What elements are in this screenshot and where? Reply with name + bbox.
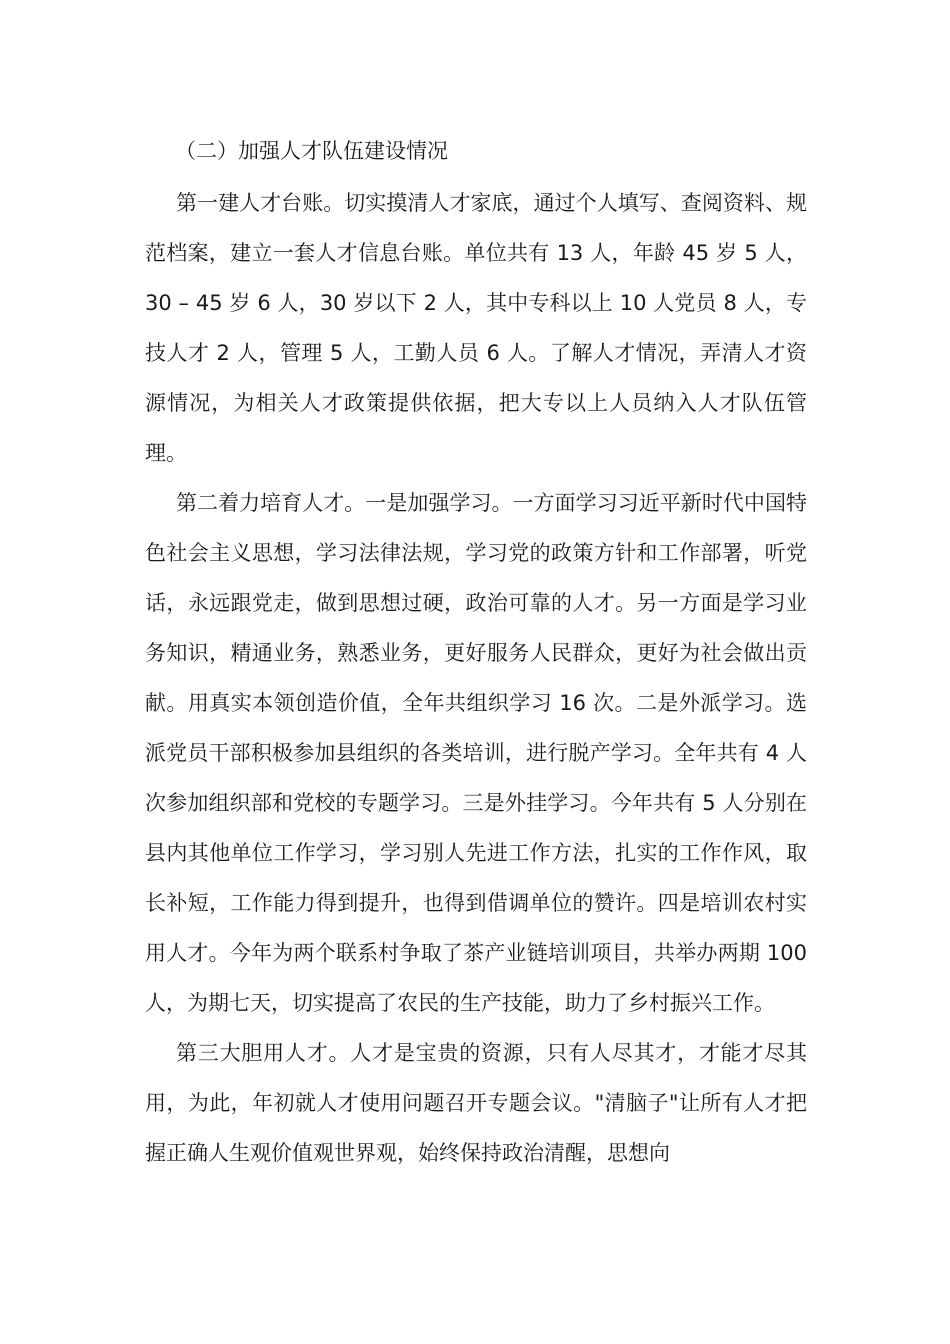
paragraph-talent-use: 第三大胆用人才。人才是宝贵的资源，只有人尽其才，才能才尽其用，为此，年初就人才使用问题召开专题会议。"清脑子"让所有人才把握正确人生观价值观世界观，始终保持政治清醒，思想向 (145, 1041, 807, 1165)
document-body (145, 128, 807, 1178)
section-heading: （二）加强人才队伍建设情况 (175, 139, 448, 163)
paragraph-talent-ledger: 第一建人才台账。切实摸清人才家底，通过个人填写、查阅资料、规范档案，建立一套人才信息台账。单位共有 13 人，年龄 45 岁 5 人，30 – 45 岁 6 人，30 岁以下 2 人，其中专科以上 10 人党员 8 人，专技人才 2 人，管理 5 人，工勤人员 6 人。了解人才情况，弄清人才资源情况，为相关人才政策提供依据，把大专以上人员纳入人才队伍管理。 (145, 191, 807, 465)
paragraph-talent-training: 第二着力培育人才。一是加强学习。一方面学习习近平新时代中国特色社会主义思想，学习法律法规，学习党的政策方针和工作部署，听党话，永远跟党走，做到思想过硬，政治可靠的人才。另一方面是学习业务知识，精通业务，熟悉业务，更好服务人民群众，更好为社会做出贡献。用真实本领创造价值，全年共组织学习 16 次。二是外派学习。选派党员干部积极参加县组织的各类培训，进行脱产学习。全年共有 4 人次参加组织部和党校的专题学习。三是外挂学习。今年共有 5 人分别在县内其他单位工作学习，学习别人先进工作方法，扎实的工作作风，取长补短，工作能力得到提升，也得到借调单位的赞许。四是培训农村实用人才。今年为两个联系村争取了茶产业链培训项目，共举办两期 100 人，为期七天，切实提高了农民的生产技能，助力了乡村振兴工作。 (145, 491, 807, 1015)
